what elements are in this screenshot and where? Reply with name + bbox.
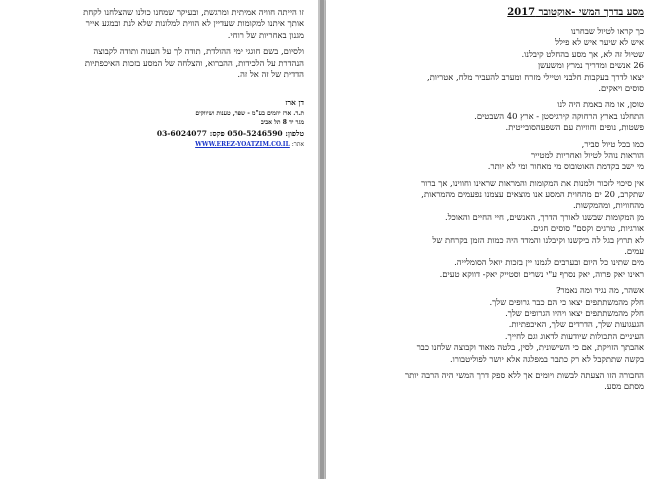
signature-contact xyxy=(157,129,304,138)
body-text xyxy=(334,26,644,393)
text-line: אשהר, מה נגיד ומה נאמר? xyxy=(556,285,644,296)
signature-name: דן ארז xyxy=(285,98,304,107)
site-label: אתר: xyxy=(291,141,304,148)
text-line: ולסיום, בשם חוגגי ימי ההולדת, תודה לך על הענוה ותודה לקבוצה xyxy=(93,46,304,57)
text-line: שטיול זה לא, אך מסע בהחלט קיבלנו. xyxy=(521,48,644,59)
text-line: הנהדרת על הלכידות, ההברוא, והצלחה של המסע בזכות האיכפתיות xyxy=(84,57,304,68)
text-line: עמים. xyxy=(624,246,644,257)
phone-label: טלפון: xyxy=(285,129,304,138)
text-line: לא תרוץ בגל לה ביקשנו וקיבלנו והמדד היה כמות הזמן בקרחת של xyxy=(432,234,644,245)
text-line: יצאו לדרך בעקבות חלבני וטיילי מזרח ומערב להעביר מלח, אטריות, xyxy=(427,71,644,82)
text-line: טוסן, או מה באמת היה לנו xyxy=(557,99,644,110)
text-line: הדדית של זה אל זה. xyxy=(237,68,304,79)
text-line: אורגיות, טרגים וקסם" סוסים חגים. xyxy=(530,223,644,234)
scrollbar-thumb[interactable] xyxy=(320,0,324,479)
text-line: הוראות נוהל לטיול ואחריות למטייר xyxy=(531,149,644,160)
text-line: בקשה שתתקבל לא רק כתבר במפלגה אלא יושר לפוליטבורו. xyxy=(450,353,644,364)
text-line: ראינו יאק פרוה, יאק נסרף ע"י נשרים וסטייק יאק- דווקא טעים. xyxy=(439,268,644,279)
text-line: מהחוויות, ומהמקשות. xyxy=(572,200,644,211)
text-line: כמו בכל טיול סביר, xyxy=(581,138,644,149)
fax-number: 03-6024077 xyxy=(156,129,207,138)
text-line: החבורה הזו הצעתה לבשות ויומים אך ללא ספק דרך המשי היה הרבה יותר xyxy=(405,369,644,380)
text-line: הגעגועות שלך, הדרדים שלך, האיכפתיות. xyxy=(508,319,644,330)
text-line: מסתם מסע. xyxy=(604,381,644,392)
text-line: מגנון באחריות של רוחי. xyxy=(227,29,304,40)
text-line: אין סיכוי לזכור ולמנות את המקומות והמראות שראינו וחווינו, אך ברור xyxy=(421,177,644,188)
text-line: סוסים ויאקים. xyxy=(598,82,644,93)
signature-block xyxy=(157,98,304,148)
document-title: מסע בדרך המשי -אוקטובר 2017 xyxy=(507,7,644,18)
text-line: פשטות, נופים וחוויות עם השפעהסובייטית. xyxy=(505,122,644,133)
text-line: זו הייתה חוויה אמיתית ומרגשת, ובעיקר שמחנו כולנו שהצלחנו לקחת xyxy=(83,7,304,17)
signature-address-2: מגר יד 8 תל אביב xyxy=(260,119,304,126)
text-line: חלק מהמשתתפים יצאו כי הם כבר גרופים שלך. xyxy=(489,296,644,307)
text-line: מי ישב בקדמת האוטובוס מי מאחור ומי לא יותר. xyxy=(487,161,644,172)
text-line: שתקרב, 20 ים מהחוית המסע אנו מוצאים עצמנו נפעמים מהמראות, xyxy=(421,189,644,200)
text-line: 26 אנשים ומדריך נמרץ ומשעשן xyxy=(538,60,644,71)
text-line: אהבתך הזויקת, אם כי השישונית, לסין, בלטה מאוד וקבוצה שלחנו כבר xyxy=(416,342,644,353)
document-page-left xyxy=(0,0,318,479)
document-page-right xyxy=(326,0,664,479)
text-line: התחלנו בארץ הרחוקה קירגיסטן - ארץ 40 השבטים. xyxy=(474,110,644,121)
fax-label: פקס: xyxy=(209,129,225,138)
text-line: כך קראו לטיול שבחרנו xyxy=(570,26,644,36)
text-line: חלק מהמשתתפים יצאו ויהיו הגרופים שלך. xyxy=(505,307,644,318)
text-line: מן המקומות שבשנו לאורך הדרך, האנשים, חיי החיים והאוכל. xyxy=(445,211,644,222)
text-line: איש לא שיער איש לא פילל xyxy=(555,37,644,48)
phone-number: 050-5246590 xyxy=(227,129,283,138)
text-line: העיניים התכולות שיודעות לדאוג וגם לחייך. xyxy=(504,330,644,341)
text-line: מים שתינו כל היום ובערבים לגמנו יין בזכות יואל הסומלייה. xyxy=(454,257,644,268)
text-line: אותך איתנו למקומות שעדיין לא הווית למלונות שלא לנת ובמגע אייר xyxy=(85,18,304,29)
signature-website xyxy=(157,141,304,148)
closing-text xyxy=(4,7,304,80)
website-link[interactable]: WWW.EREZ-YOATZIM.CO.IL xyxy=(195,141,290,148)
signature-address: ת.ד. ארז יוזמים בע"מ - שפר, טענות ושיווקים xyxy=(195,110,304,117)
